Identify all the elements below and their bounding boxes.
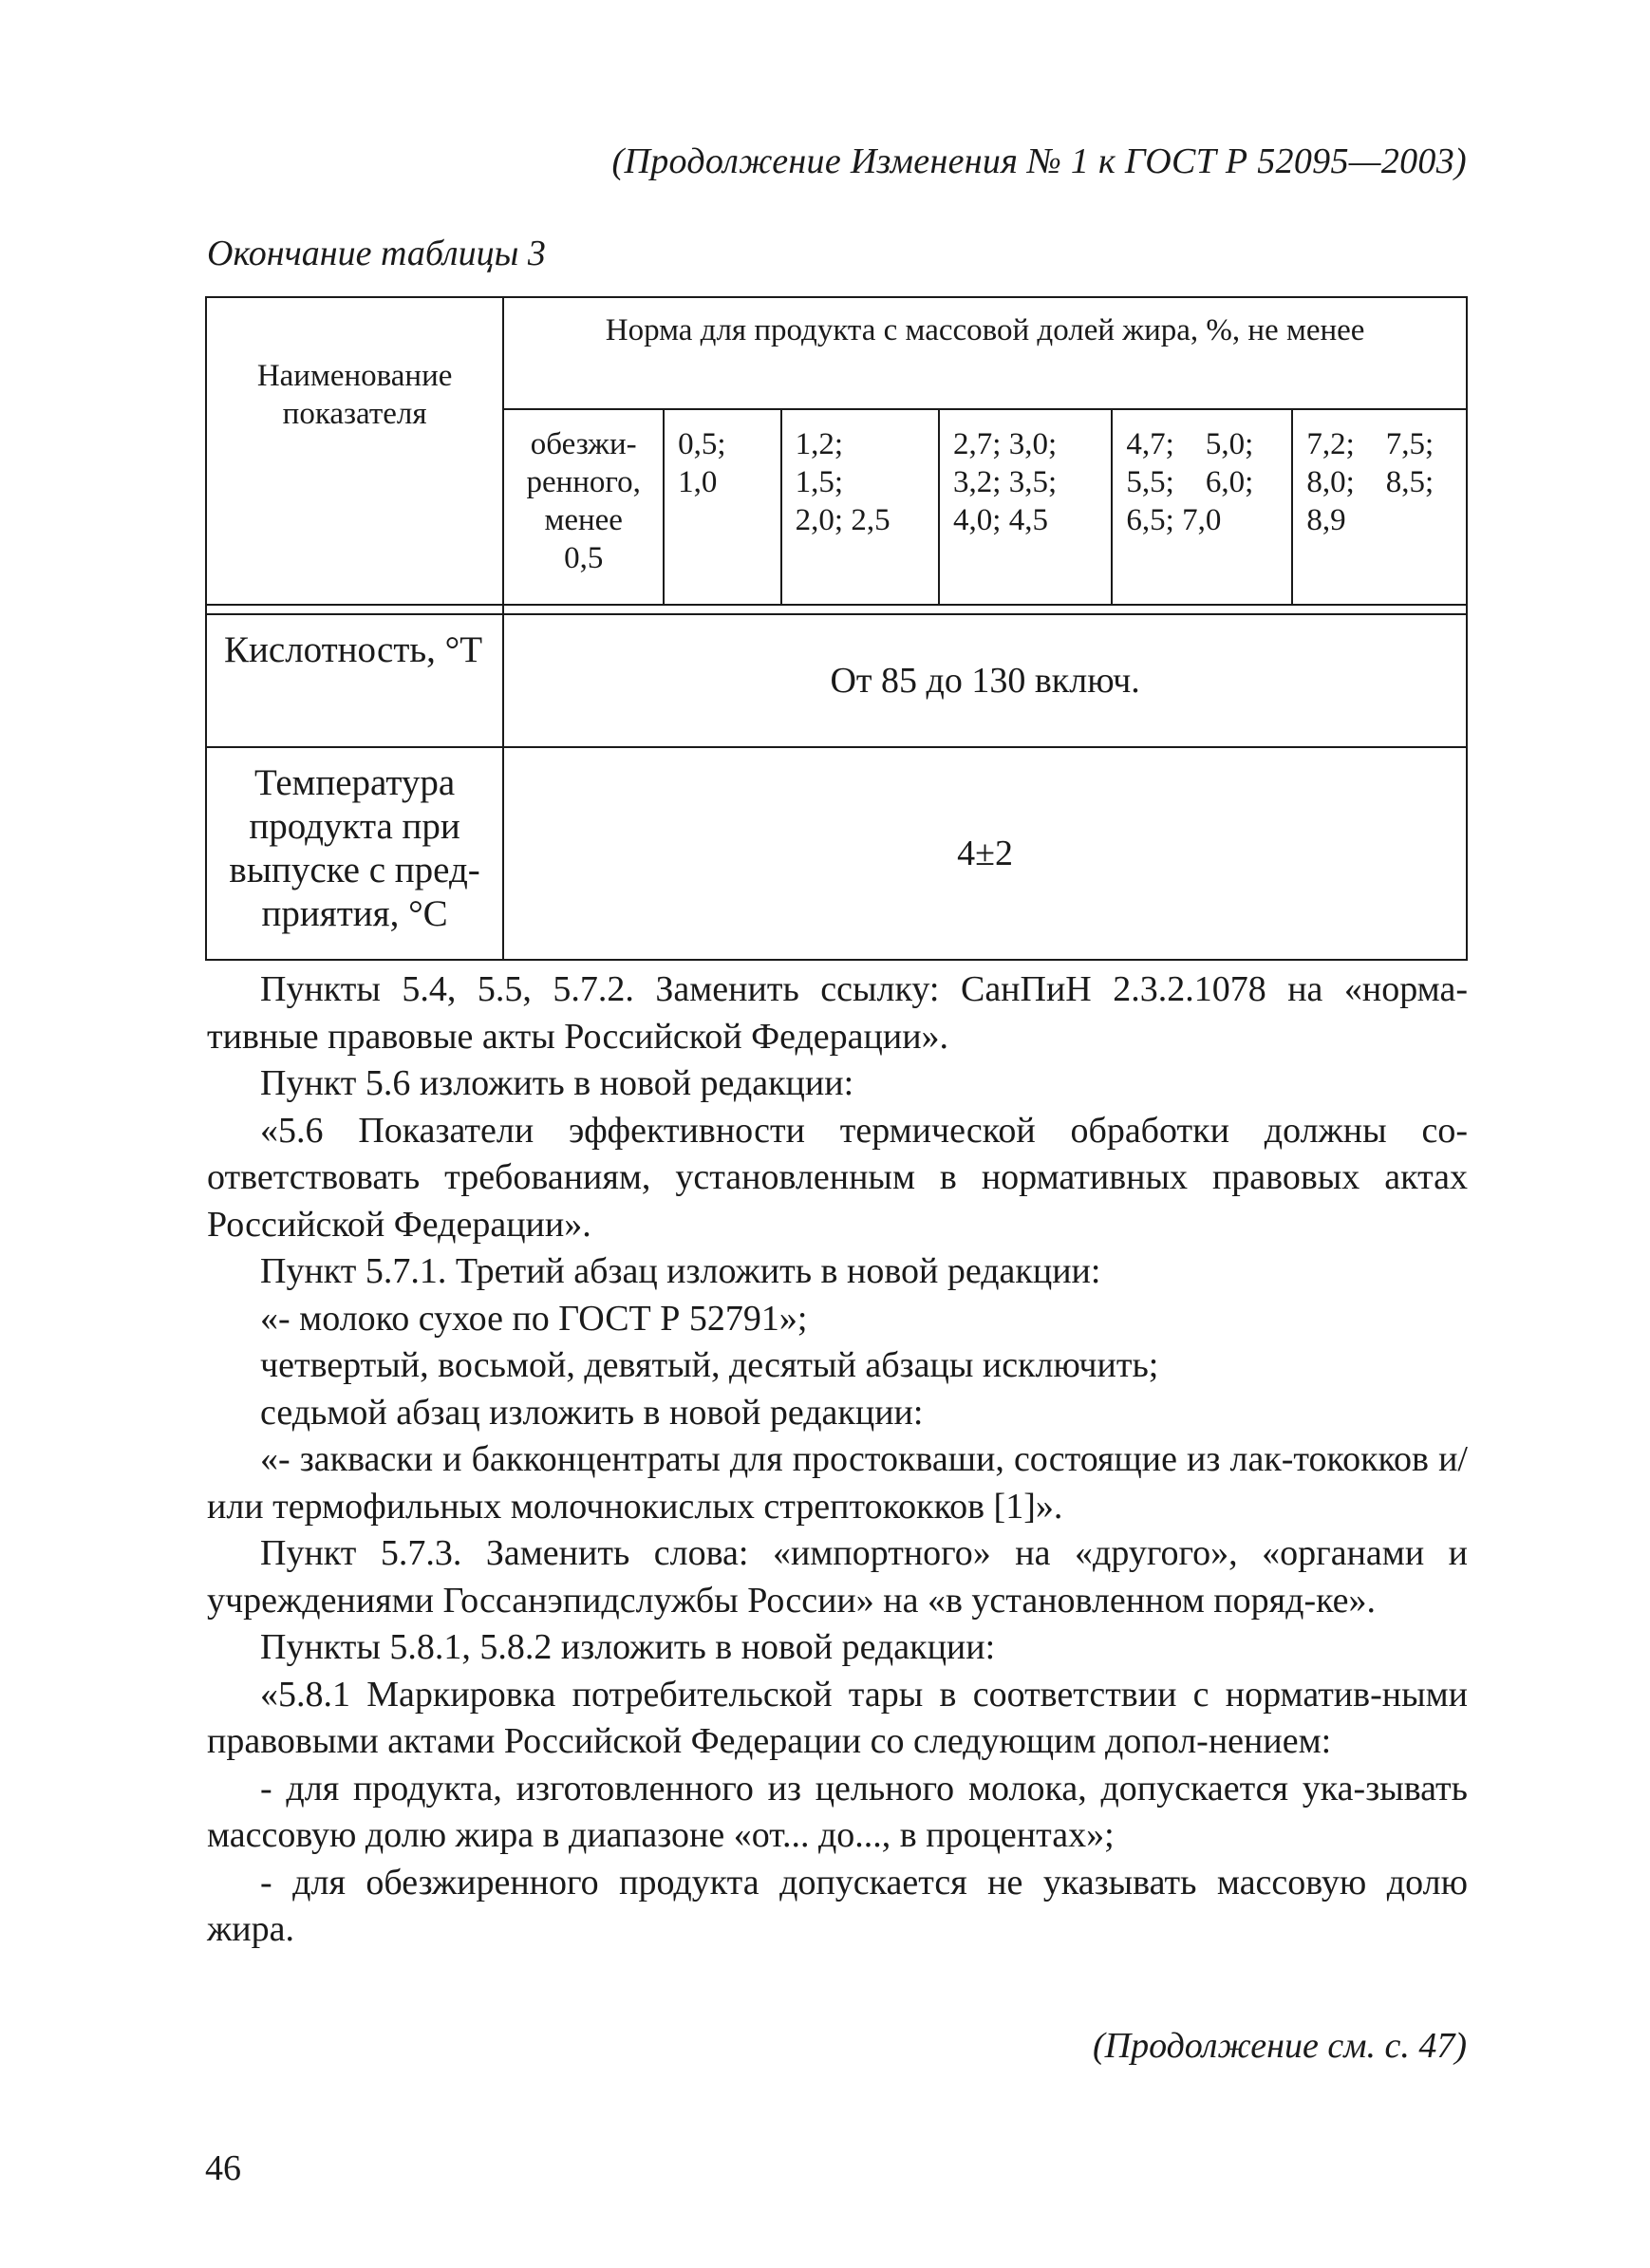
paragraph: Пункт 5.6 изложить в новой редакции: <box>260 1063 854 1103</box>
body-text <box>207 966 1468 1954</box>
paragraph: - для продукта, изготовленного из цельного молока, допускается ука-зывать массовую долю жира в диапазоне «от... до..., в процентах»; <box>207 1768 1468 1855</box>
paragraph: Пункты 5.8.1, 5.8.2 изложить в новой редакции: <box>260 1627 996 1667</box>
page-header: (Продолжение Изменения № 1 к ГОСТ Р 52095—2003) <box>611 141 1467 181</box>
fat-column-header: обезжи- ренного, менее 0,5 <box>503 409 664 605</box>
table-row <box>206 747 1467 960</box>
paragraph: Пункт 5.7.1. Третий абзац изложить в новой редакции: <box>260 1251 1101 1291</box>
fat-column-header: 0,5; 1,0 <box>664 409 780 605</box>
paragraph: «5.6 Показатели эффективности термической обработки должны со-ответствовать требованиям, установленным в нормативных правовых актах Российской Федерации». <box>207 1110 1468 1245</box>
spec-table <box>205 296 1468 961</box>
continuation-note: (Продолжение см. с. 47) <box>1092 2026 1467 2066</box>
paragraph: Пункт 5.7.3. Заменить слова: «импортного» на «другого», «органами и учреждениями Госсанэпидслужбы России» на «в установленном поряд-ке». <box>207 1533 1468 1621</box>
paragraph: - для обезжиренного продукта допускается не указывать массовую долю жира. <box>207 1862 1468 1949</box>
fat-column-header: 2,7; 3,0; 3,2; 3,5; 4,0; 4,5 <box>939 409 1112 605</box>
paragraph: «- молоко сухое по ГОСТ Р 52791»; <box>260 1298 808 1339</box>
paragraph: седьмой абзац изложить в новой редакции: <box>260 1392 924 1433</box>
paragraph: четвертый, восьмой, девятый, десятый абзацы исключить; <box>260 1345 1159 1385</box>
paragraph: Пункты 5.4, 5.5, 5.7.2. Заменить ссылку: СанПиН 2.3.2.1078 на «норма-тивные правовые акты Российской Федерации». <box>207 969 1468 1057</box>
norm-column-header: Норма для продукта с массовой долей жира, %, не менее <box>503 297 1467 409</box>
table-caption: Окончание таблицы 3 <box>207 234 546 273</box>
page-number: 46 <box>205 2148 241 2188</box>
parameter-name: Кислотность, °Т <box>206 614 503 747</box>
parameter-value: 4±2 <box>503 747 1467 960</box>
parameter-value: От 85 до 130 включ. <box>503 614 1467 747</box>
table-separator <box>206 605 1467 614</box>
fat-column-header: 1,2; 1,5; 2,0; 2,5 <box>781 409 939 605</box>
table-row <box>206 614 1467 747</box>
fat-column-header: 4,7; 5,0; 5,5; 6,0; 6,5; 7,0 <box>1112 409 1292 605</box>
parameter-name: Температура продукта при выпуске с пред-приятия, °С <box>206 747 503 960</box>
paragraph: «- закваски и бакконцентраты для простокваши, состоящие из лак-тококков и/или термофильных молочнокислых стрептококков [1]». <box>207 1439 1468 1527</box>
paragraph: «5.8.1 Маркировка потребительской тары в соответствии с норматив-ными правовыми актами Российской Федерации со следующим допол-нением: <box>207 1674 1468 1761</box>
fat-column-header: 7,2; 7,5; 8,0; 8,5; 8,9 <box>1292 409 1467 605</box>
name-column-header: Наименование показателя <box>206 297 503 605</box>
